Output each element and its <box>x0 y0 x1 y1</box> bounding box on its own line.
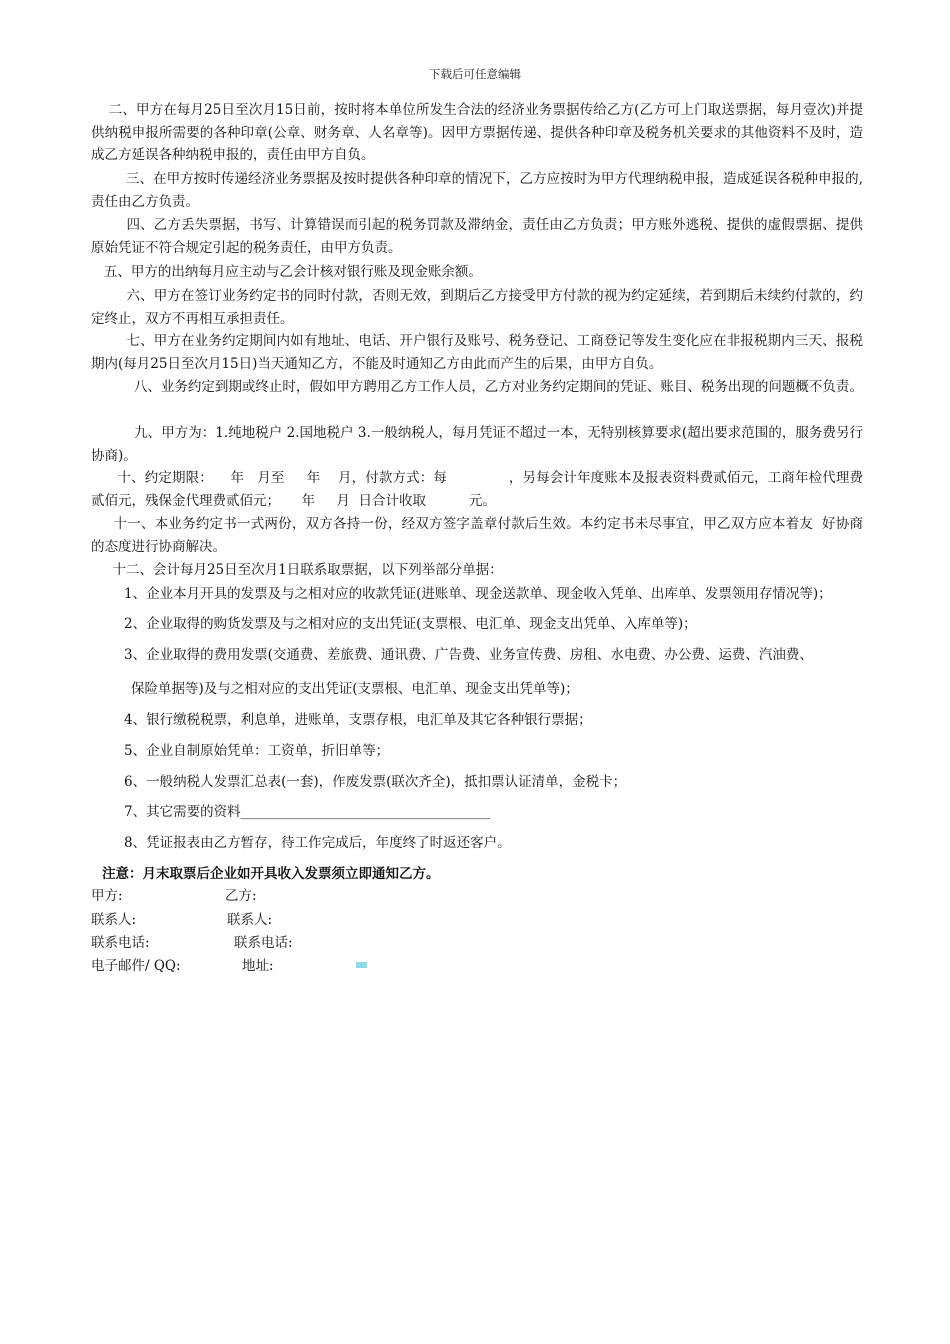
phone-a-label: 联系电话: <box>91 935 150 951</box>
list-item: 2、企业取得的购货发票及与之相对应的支出凭证(支票根、电汇单、现金支出凭单、入库单等)； <box>124 616 697 632</box>
notice: 注意：月末取票后企业如开具收入发票须立即通知乙方。 <box>102 866 440 882</box>
list-item: 保险单据等)及与之相对应的支出凭证(支票根、电汇单、现金支出凭单等)； <box>131 681 579 697</box>
party-a-label: 甲方: <box>91 888 123 904</box>
list-item: 8、凭证报表由乙方暂存，待工作完成后，年度终了时返还客户。 <box>124 835 511 851</box>
clause-11: 十一、本业务约定书一式两份，双方各持一份，经双方签字盖章付款后生效。本约定书未尽事宜，甲乙双方应本着友 好协商的态度进行协商解决。 <box>91 516 863 555</box>
clause-9: 九、甲方为：1.纯地税户 2.国地税户 3.一般纳税人，每月凭证不超过一本，无特别核算要求(超出要求范围的，服务费另行协商)。 <box>91 425 863 464</box>
clause-4: 四、乙方丢失票据，书写、计算错误而引起的税务罚款及滞纳金，责任由乙方负责；甲方账外逃税、提供的虚假票据、提供原始凭证不符合规定引起的税务责任，由甲方负责。 <box>91 217 863 256</box>
email-a-label: 电子邮件/ QQ: <box>91 958 181 974</box>
list-item: 5、企业自制原始凭单：工资单，折旧单等； <box>124 743 390 759</box>
list-item: 3、企业取得的费用发票(交通费、差旅费、通讯费、广告费、业务宣传费、房租、水电费、办公费、运费、汽油费、 <box>124 647 813 663</box>
page-header: 下载后可任意编辑 <box>429 67 521 81</box>
clause-3: 三、在甲方按时传递经济业务票据及按时提供各种印章的情况下，乙方应按时为甲方代理纳税申报，造成延误各税种申报的, 责任由乙方负责。 <box>91 171 863 210</box>
phone-b-label: 联系电话: <box>234 935 293 951</box>
clause-6: 六、甲方在签订业务约定书的同时付款，否则无效，到期后乙方接受甲方付款的视为约定延续，若到期后未续约付款的，约定终止，双方不再相互承担责任。 <box>91 288 863 327</box>
highlight-marker <box>356 962 367 968</box>
contact-b-label: 联系人: <box>227 912 273 928</box>
list-item: 7、其它需要的资料_____________________________________ <box>124 804 491 820</box>
clause-10: 十、约定期限： 年 月至 年 月，付款方式：每 ，另每会计年度账本及报表资料费贰佰元，工商年检代理费贰佰元，残保金代理费贰佰元； 年 月 日合计收取 元。 <box>91 470 863 509</box>
contact-a-label: 联系人: <box>91 912 137 928</box>
party-b-label: 乙方: <box>225 888 257 904</box>
address-b-label: 地址: <box>242 958 274 974</box>
clause-7: 七、甲方在业务约定期间内如有地址、电话、开户银行及账号、税务登记、工商登记等发生变化应在非报税期内三天、报税期内(每月25日至次月15日)当天通知乙方，不能及时通知乙方由此而产生的后果，由甲方自负。 <box>91 333 863 372</box>
list-item: 1、企业本月开具的发票及与之相对应的收款凭证(进账单、现金送款单、现金收入凭单、出库单、发票领用存情况等)； <box>124 586 832 602</box>
list-item: 6、一般纳税人发票汇总表(一套)，作废发票(联次齐全)，抵扣票认证清单，金税卡； <box>124 774 627 790</box>
clause-8: 八、业务约定到期或终止时，假如甲方聘用乙方工作人员，乙方对业务约定期间的凭证、账目、税务出现的问题概不负责。 <box>133 379 863 395</box>
clause-5: 五、甲方的出纳每月应主动与乙会计核对银行账及现金账余额。 <box>103 264 482 280</box>
list-item: 4、银行缴税税票，利息单，进账单，支票存根，电汇单及其它各种银行票据； <box>124 712 592 728</box>
clause-2: 二、甲方在每月25日至次月15日前，按时将本单位所发生合法的经济业务票据传给乙方(乙方可上门取送票据，每月壹次)并提供纳税申报所需要的各种印章(公章、财务章、人名章等)。因甲方票据传递、提供各种印章及税务机关要求的其他资料不及时，造成乙方延误各种纳税申报的，责任由甲方自负。 <box>91 102 863 163</box>
clause-12: 十二、会计每月25日至次月1日联系取票据，以下列举部分单据： <box>112 562 503 578</box>
